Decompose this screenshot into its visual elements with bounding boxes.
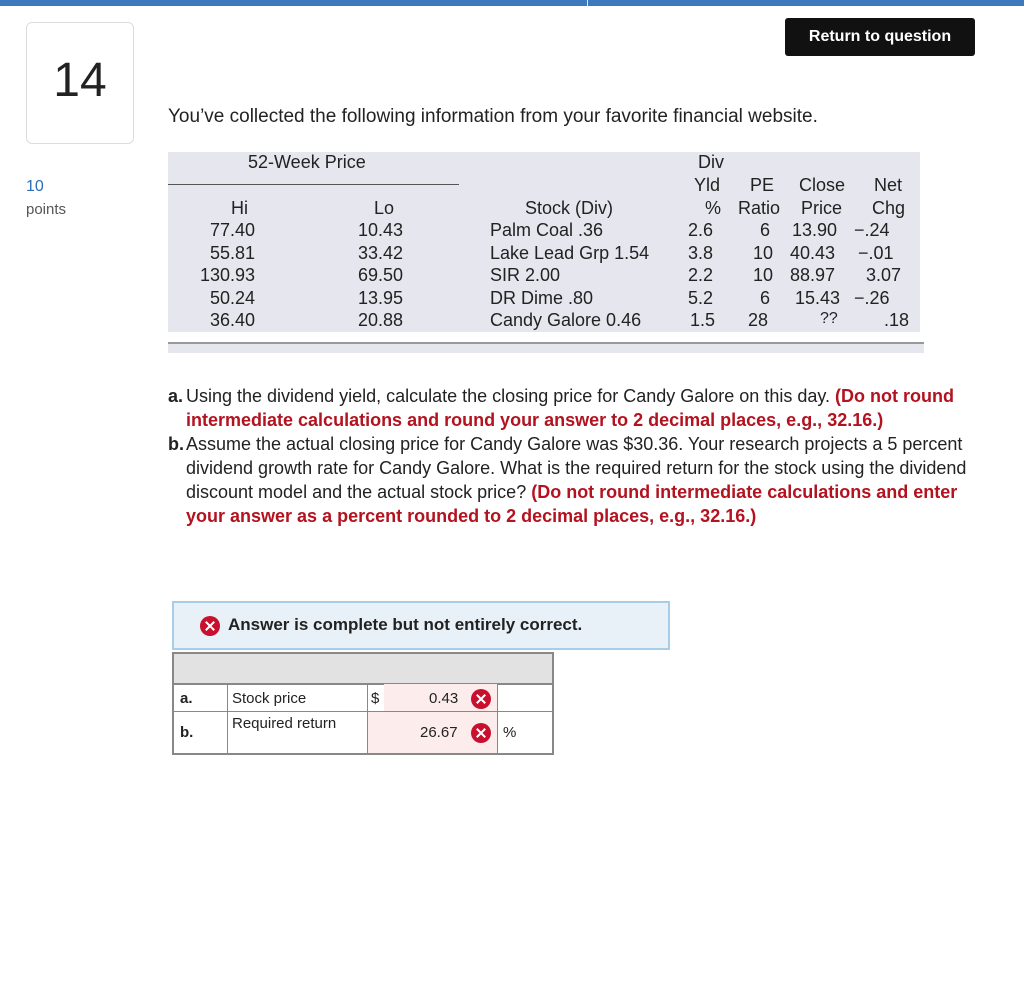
row-pe: 10	[753, 243, 774, 263]
row-stock: SIR 2.00	[490, 265, 561, 285]
header-pe: PE	[750, 175, 775, 195]
header-52-week-price: 52-Week Price	[248, 152, 366, 172]
points-label: points	[26, 201, 67, 218]
row-yld: 1.5	[690, 310, 716, 330]
answer-status-banner	[172, 601, 670, 650]
row-close: 88.97	[790, 265, 836, 285]
row-stock: Candy Galore 0.46	[490, 310, 642, 330]
row-lo: 69.50	[358, 265, 404, 285]
header-net: Net	[874, 175, 903, 195]
row-hi: 55.81	[210, 243, 256, 263]
row-hi: 130.93	[200, 265, 256, 285]
question-intro: You’ve collected the following information from your favorite financial website.	[168, 106, 818, 127]
row-close: 40.43	[790, 243, 836, 263]
return-to-question-button[interactable]: Return to question	[785, 18, 975, 56]
row-yld: 2.6	[688, 220, 714, 240]
header-lo: Lo	[374, 198, 395, 218]
row-hi: 36.40	[210, 310, 256, 330]
header-yld: Yld	[694, 175, 721, 195]
row-close: ??	[820, 310, 838, 327]
part-a-text: Using the dividend yield, calculate the closing price for Candy Galore on this day.	[186, 386, 836, 406]
row-lo: 33.42	[358, 243, 404, 263]
header-stock: Stock (Div)	[525, 198, 614, 218]
answer-table-header	[174, 654, 552, 685]
header-chg: Chg	[872, 198, 906, 218]
row-net: −.26	[854, 288, 890, 308]
table-divider	[168, 342, 924, 353]
row-net: .18	[884, 310, 910, 330]
answer-status-message: Answer is complete but not entirely correct.	[228, 615, 583, 634]
row-yld: 5.2	[688, 288, 714, 308]
header-price: Price	[801, 198, 843, 218]
row-net: −.01	[858, 243, 894, 263]
part-a	[168, 384, 968, 432]
header-hi: Hi	[231, 198, 248, 218]
row-yld: 2.2	[688, 265, 714, 285]
top-bar	[0, 0, 1024, 6]
answer-label: Stock price	[232, 690, 307, 707]
row-yld: 3.8	[688, 243, 714, 263]
answer-part-label: b.	[180, 724, 194, 741]
question-number: 14	[53, 54, 107, 107]
row-stock: Palm Coal .36	[490, 220, 604, 240]
row-net: −.24	[854, 220, 890, 240]
row-pe: 10	[753, 265, 774, 285]
part-b-instruction: (Do not round intermediate calculations and enter your answer as a percent rounded to 2 decimal places, e.g., 32.16.)	[186, 482, 958, 526]
part-a-instruction: (Do not round intermediate calculations and round your answer to 2 decimal places, e.g., 32.16.)	[186, 386, 954, 430]
part-b-label: b.	[168, 434, 184, 454]
answer-label: Required return	[232, 715, 337, 732]
row-pe: 6	[760, 288, 771, 308]
required-return-value: 26.67	[420, 724, 458, 741]
header-close: Close	[799, 175, 846, 195]
unit-suffix: %	[503, 724, 517, 741]
question-parts	[168, 384, 968, 528]
part-b-text: Assume the actual closing price for Candy Galore was $30.36. Your research projects a 5 percent dividend growth rate for Candy Galore. What is the required return for the stock using the dividend discount model and the actual stock price?	[186, 434, 967, 502]
group-underline	[168, 184, 459, 185]
row-lo: 13.95	[358, 288, 404, 308]
row-close: 13.90	[792, 220, 838, 240]
incorrect-icon	[200, 616, 220, 636]
header-pct: %	[705, 198, 722, 218]
answer-part-label: a.	[180, 690, 193, 707]
row-hi: 50.24	[210, 288, 256, 308]
stock-price-value: 0.43	[429, 690, 459, 707]
row-stock: Lake Lead Grp 1.54	[490, 243, 650, 263]
question-number-card	[26, 22, 134, 144]
row-close: 15.43	[795, 288, 841, 308]
part-a-label: a.	[168, 386, 184, 406]
answer-table	[172, 652, 554, 755]
stock-quote-table	[168, 152, 920, 332]
row-pe: 28	[748, 310, 769, 330]
row-pe: 6	[760, 220, 771, 240]
incorrect-icon	[471, 723, 491, 743]
currency-prefix: $	[371, 690, 380, 707]
row-stock: DR Dime .80	[490, 288, 594, 308]
points-value: 10	[26, 178, 44, 195]
row-net: 3.07	[866, 265, 902, 285]
row-hi: 77.40	[210, 220, 256, 240]
row-lo: 20.88	[358, 310, 404, 330]
incorrect-icon	[471, 689, 491, 709]
row-lo: 10.43	[358, 220, 404, 240]
header-div: Div	[698, 152, 724, 172]
header-ratio: Ratio	[738, 198, 781, 218]
part-b	[168, 432, 968, 528]
